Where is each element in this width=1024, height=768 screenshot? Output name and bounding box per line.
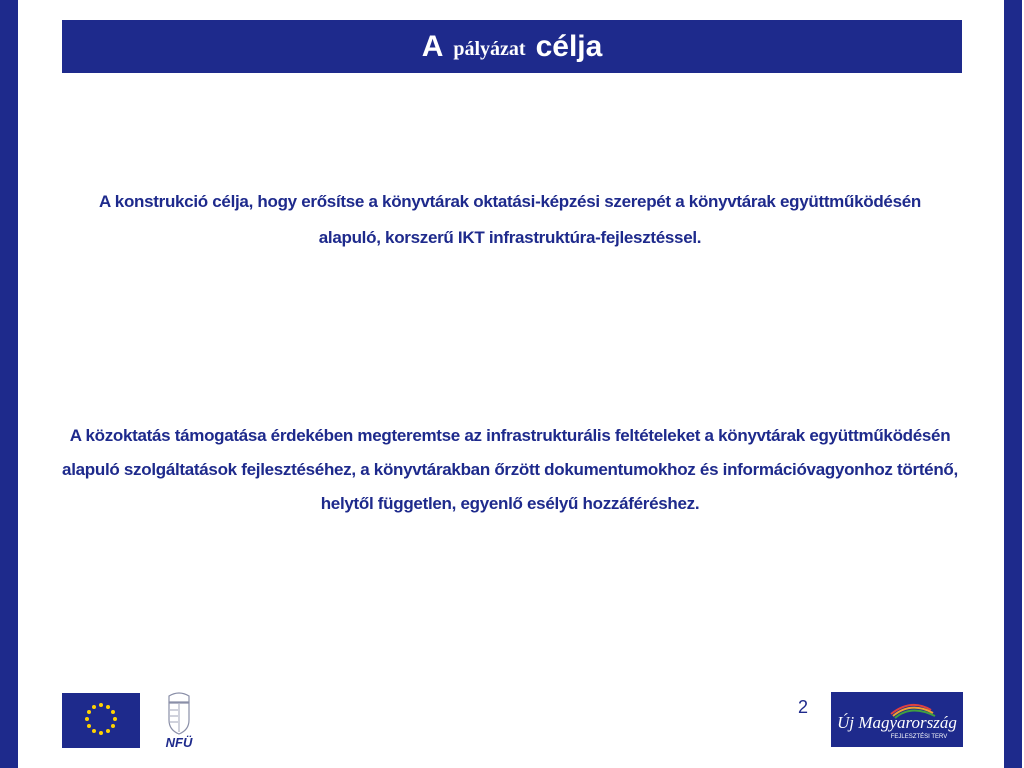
uj-magyarorszag-logo <box>831 692 963 747</box>
umft-logo-text: Új Magyarország <box>837 713 957 732</box>
eu-flag-icon <box>62 693 140 748</box>
umft-logo-subtext: FEJLESZTÉSI TERV <box>890 734 948 740</box>
slide-title-bar <box>62 20 962 73</box>
page-number: 2 <box>798 697 809 717</box>
title-suffix: célja <box>535 29 603 63</box>
title-prefix: A <box>421 29 444 63</box>
nfu-logo-text: NFÜ <box>165 735 193 750</box>
goal-paragraph-1: A konstrukció célja, hogy erősítse a könyvtárak oktatási-képzési szerepét a könyvtárak együttműködésén alapuló, korszerű IKT infrastruktúra-fejlesztéssel. <box>99 192 921 247</box>
right-border-bar <box>1004 0 1022 768</box>
nfu-logo <box>157 690 202 752</box>
title-middle: pályázat <box>453 38 526 60</box>
goal-paragraph-2: A közoktatás támogatása érdekében megteremtse az infrastrukturális feltételeket a könyvtárak együttműködésén alapuló szolgáltatások fejlesztéséhez, a könyvtárakban őrzött dokumentumokhoz és információvagyonhoz történő, helytől független, egyenlő esélyű hozzáféréshez. <box>62 426 958 513</box>
left-border-bar <box>0 0 18 768</box>
